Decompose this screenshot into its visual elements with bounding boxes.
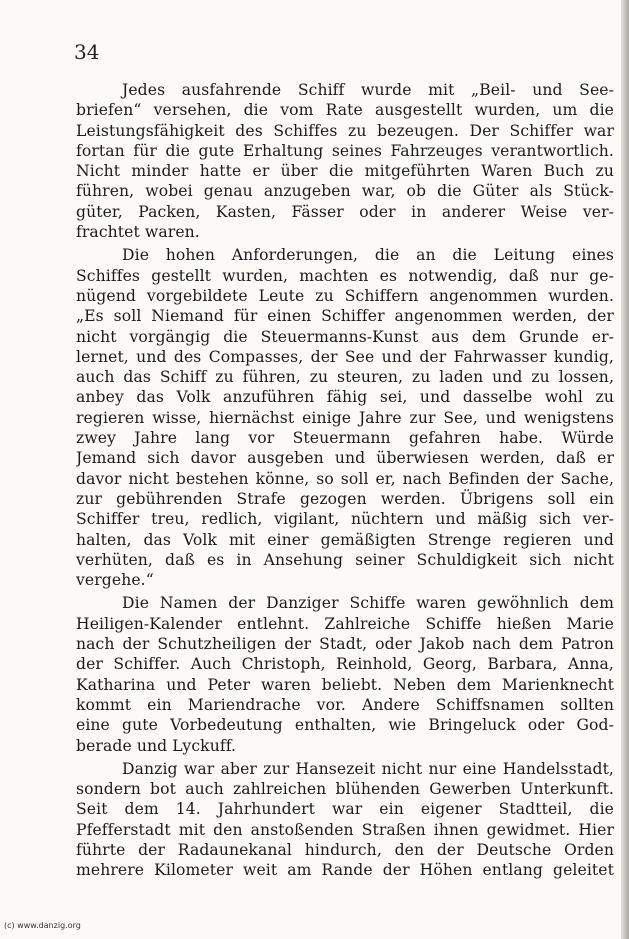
text-line: Heiligen-Kalender entlehnt. Zahlreiche Schiffe hießen Marie — [76, 614, 614, 633]
paragraph-3 — [76, 593, 614, 755]
text-line: nicht vorgängig die Steuermanns-Kunst aus dem Grunde er- — [76, 327, 614, 346]
text-line: berade und Lyckuff. — [76, 736, 237, 755]
text-line: regieren wisse, hiernächst einige Jahre zur See, und wenigstens — [76, 408, 614, 427]
body-text — [76, 80, 614, 884]
text-line: Die Namen der Danziger Schiffe waren gewöhnlich dem — [122, 594, 614, 613]
text-line: fortan für die gute Erhaltung seines Fahrzeuges verantwortlich. — [76, 141, 614, 160]
text-line: zwey Jahre lang vor Steuermann gefahren habe. Würde — [76, 429, 614, 448]
text-line: Jemand sich davor ausgeben und überwiesen werden, daß er — [76, 449, 614, 468]
text-line: Katharina und Peter waren beliebt. Neben dem Marienknecht — [76, 675, 614, 694]
page-edge — [621, 0, 629, 939]
text-line: nach der Schutzheiligen der Stadt, oder Jakob nach dem Patron — [76, 635, 614, 654]
text-line: Danzig war aber zur Hansezeit nicht nur eine Handelsstadt, — [122, 759, 614, 778]
text-line: zur gebührenden Strafe gezogen werden. Übrigens soll ein — [76, 489, 614, 508]
text-line: anbey das Volk anzuführen fähig sei, und dasselbe wohl zu — [76, 388, 614, 407]
text-line: Schiffes gestellt wurden, machten es notwendig, daß nur ge- — [76, 266, 614, 285]
text-line: Jedes ausfahrende Schiff wurde mit „Beil- und See- — [122, 81, 614, 99]
text-line: „Es soll Niemand für einen Schiffer angenommen werden, der — [76, 307, 614, 326]
text-line: davor nicht bestehen könne, so soll er, nach Befinden der Sache, — [76, 469, 614, 488]
text-line: Pfefferstadt mit den anstoßenden Straßen ihnen gewidmet. Hier — [76, 820, 614, 839]
page-number: 34 — [74, 40, 100, 64]
text-line: güter, Packen, Kasten, Fässer oder in anderer Weise ver- — [76, 202, 614, 221]
text-line: auch das Schiff zu führen, zu steuren, zu laden und zu lossen, — [76, 368, 614, 387]
text-line: halten, das Volk mit einer gemäßigten Strenge regieren und — [76, 530, 614, 549]
text-line: führte der Radaunekanal hindurch, den der Deutsche Orden — [76, 840, 614, 859]
text-line: Seit dem 14. Jahrhundert war ein eigener Stadtteil, die — [76, 800, 614, 819]
text-line: verhüten, daß es in Ansehung seiner Schuldigkeit sich nicht — [76, 550, 614, 569]
text-line: frachtet waren. — [76, 223, 200, 242]
text-line: briefen“ versehen, die vom Rate ausgestellt wurden, um die — [76, 101, 614, 120]
text-line: der Schiffer. Auch Christoph, Reinhold, Georg, Barbara, Anna, — [76, 655, 614, 674]
text-line: lernet, und des Compasses, der See und der Fahrwasser kundig, — [76, 347, 614, 366]
text-line: führen, wobei genau anzugeben war, ob die Güter als Stück- — [76, 182, 614, 201]
copyright-credit: (c) www.danzig.org — [4, 921, 81, 930]
text-line: Nicht minder hatte er über die mitgeführten Waren Buch zu — [76, 162, 614, 181]
text-line: kommt ein Mariendrache vor. Andere Schiffsnamen sollten — [76, 695, 614, 714]
text-line: sondern bot auch zahlreichen blühenden Gewerben Unterkunft. — [76, 780, 614, 799]
text-line: Schiffer treu, redlich, vigilant, nüchtern und mäßig sich ver- — [76, 510, 614, 529]
text-line: Die hohen Anforderungen, die an die Leitung eines — [122, 246, 614, 265]
paragraph-1 — [76, 80, 614, 242]
text-line: Leistungsfähigkeit des Schiffes zu bezeugen. Der Schiffer war — [76, 121, 614, 140]
paragraph-4 — [76, 759, 614, 881]
text-line: vergehe.“ — [76, 571, 154, 590]
text-line: mehrere Kilometer weit am Rande der Höhen entlang geleitet — [76, 861, 614, 880]
paragraph-2 — [76, 245, 614, 590]
text-line: eine gute Vorbedeutung enthalten, wie Bringeluck oder God- — [76, 716, 614, 735]
text-line: nügend vorgebildete Leute zu Schiffern angenommen wurden. — [76, 286, 614, 305]
